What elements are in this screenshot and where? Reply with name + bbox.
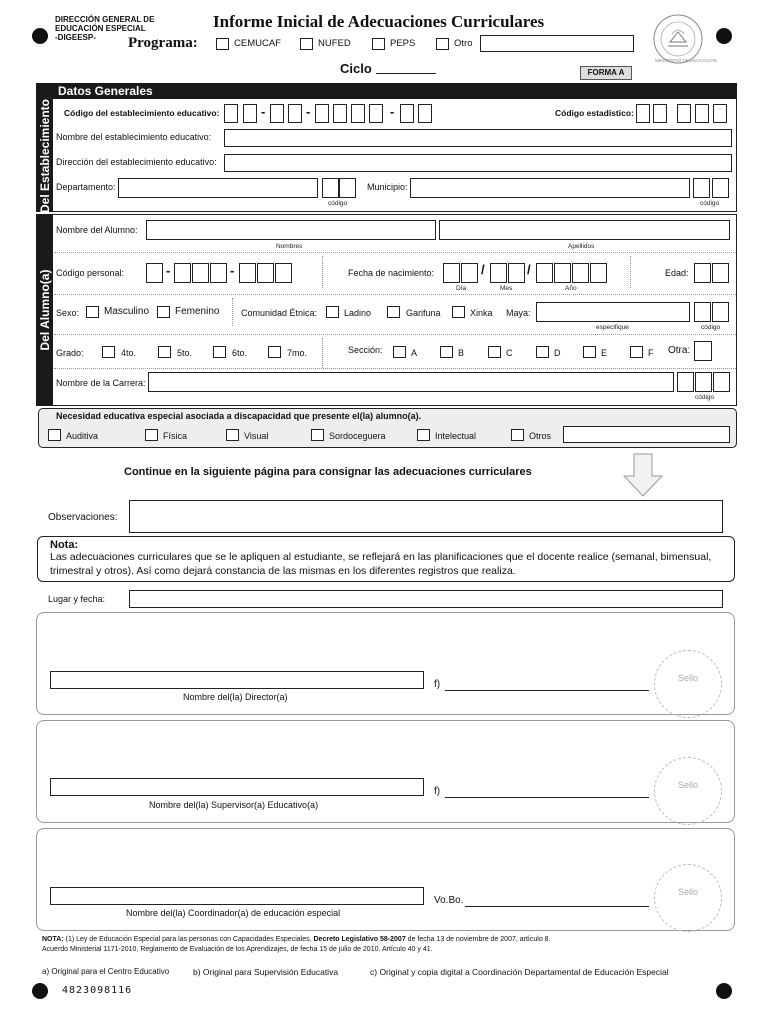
org-name: DIRECCIÓN GENERAL DE EDUCACIÓN ESPECIAL -DIGEESP-: [55, 15, 155, 42]
director-seal-area: Sello: [654, 650, 722, 718]
seccion-e-label: E: [601, 348, 608, 358]
seccion-a-label: A: [411, 348, 418, 358]
departamento-input[interactable]: [118, 178, 318, 198]
programa-otro-checkbox[interactable]: [436, 38, 449, 50]
row-divider: [54, 252, 736, 253]
otra-seccion-cell[interactable]: [694, 341, 712, 361]
seccion-label: Sección:: [348, 345, 383, 355]
page-title: Informe Inicial de Adecuaciones Curriculares: [213, 12, 545, 31]
carrera-input[interactable]: [148, 372, 674, 392]
ladino-label: Ladino: [344, 308, 372, 318]
maya-codigo-cell-1[interactable]: [694, 302, 711, 322]
necesidad-heading: Necesidad educativa especial asociada a discapacidad que presente el(la) alumno(a).: [56, 411, 422, 421]
carrera-codigo-cell-2[interactable]: [695, 372, 712, 392]
municipio-label: Municipio:: [367, 182, 408, 192]
maya-codigo-cell-2[interactable]: [712, 302, 729, 322]
seccion-f-label: F: [648, 348, 654, 358]
visual-checkbox[interactable]: [226, 429, 239, 441]
programa-peps-label: PEPS: [390, 38, 416, 49]
otros-input[interactable]: [563, 426, 730, 443]
establecimiento-tab: Del Establecimiento: [37, 98, 52, 213]
grado-label: Grado:: [56, 348, 84, 358]
visual-label: Visual: [244, 431, 269, 441]
fisica-label: Física: [163, 431, 188, 441]
nota-title: Nota:: [50, 539, 79, 551]
xinka-checkbox[interactable]: [452, 306, 465, 318]
copy-b: b) Original para Supervisión Educativa: [193, 967, 339, 977]
supervisor-signature-line[interactable]: [445, 797, 649, 798]
dia-caption: Día: [456, 285, 467, 292]
sordoceguera-label: Sordoceguera: [329, 431, 386, 441]
nombres-input[interactable]: [146, 220, 436, 240]
garifuna-checkbox[interactable]: [387, 306, 400, 318]
codigo-establecimiento-label: Código del establecimiento educativo:: [64, 108, 220, 118]
programa-otro-label: Otro: [454, 38, 473, 49]
continue-instruction: Continue en la siguiente página para consignar las adecuaciones curriculares: [124, 466, 532, 478]
programa-cemucaf-checkbox[interactable]: [216, 38, 229, 50]
carrera-codigo-cell-3[interactable]: [713, 372, 730, 392]
row-divider: [54, 334, 736, 335]
auditiva-checkbox[interactable]: [48, 429, 61, 441]
codigo-personal-label: Código personal:: [56, 268, 125, 278]
coordinador-name-input[interactable]: [50, 887, 424, 905]
forma-badge: FORMA A: [580, 66, 632, 80]
nota-text: Las adecuaciones curriculares que se le apliquen al estudiante, se reflejará en las planificaciones que el docente realice (semanal, bimensual, trimestral y otros). Así como dejará constancia de las mismas en los diferentes registros que realiza.: [50, 551, 712, 577]
otros-checkbox[interactable]: [511, 429, 524, 441]
sexo-label: Sexo:: [56, 308, 80, 318]
grado-6to-checkbox[interactable]: [213, 346, 226, 358]
maya-especifique-input[interactable]: [536, 302, 690, 322]
departamento-codigo-cell-1[interactable]: [322, 178, 339, 198]
intelectual-label: Intelectual: [435, 431, 477, 441]
edad-label: Edad:: [665, 268, 689, 278]
serial-number: 4823098116: [62, 985, 133, 996]
masculino-checkbox[interactable]: [86, 306, 99, 318]
sordoceguera-checkbox[interactable]: [311, 429, 324, 441]
especifique-caption: especifique: [596, 324, 629, 331]
coordinador-seal-area: Sello: [654, 864, 722, 932]
auditiva-label: Auditiva: [66, 431, 99, 441]
column-divider: [630, 256, 631, 288]
grado-5to-checkbox[interactable]: [158, 346, 171, 358]
registration-mark-top-right: [716, 28, 732, 44]
apellidos-input[interactable]: [439, 220, 730, 240]
fisica-checkbox[interactable]: [145, 429, 158, 441]
grado-5to-label: 5to.: [177, 348, 193, 358]
coordinador-signature-line[interactable]: [465, 906, 649, 907]
column-divider: [322, 338, 323, 368]
seccion-b-checkbox[interactable]: [440, 346, 453, 358]
seccion-c-checkbox[interactable]: [488, 346, 501, 358]
programa-label: Programa:: [128, 35, 198, 51]
direccion-establecimiento-input[interactable]: [224, 154, 732, 172]
supervisor-sign-label: f): [434, 786, 441, 797]
maya-label: Maya:: [506, 308, 531, 318]
edad-cell-2[interactable]: [712, 263, 729, 283]
ciclo-input[interactable]: [376, 73, 436, 74]
nombre-establecimiento-label: Nombre del establecimiento educativo:: [56, 132, 212, 142]
row-divider: [54, 294, 736, 295]
registration-mark-bottom-left: [32, 983, 48, 999]
supervisor-name-caption: Nombre del(la) Supervisor(a) Educativo(a): [149, 800, 319, 810]
carrera-codigo-caption: código: [695, 394, 715, 401]
column-divider: [232, 298, 233, 326]
anio-caption: Año: [565, 285, 577, 292]
xinka-label: Xinka: [470, 308, 493, 318]
apellidos-caption: Apellidos: [568, 243, 595, 250]
carrera-label: Nombre de la Carrera:: [56, 378, 146, 388]
fecha-nacimiento-label: Fecha de nacimiento:: [348, 268, 435, 278]
grado-4to-label: 4to.: [121, 348, 137, 358]
municipio-codigo-caption: código: [700, 200, 720, 207]
nombres-caption: Nombres: [276, 243, 303, 250]
direccion-establecimiento-label: Dirección del establecimiento educativo:: [56, 157, 217, 167]
seccion-a-checkbox[interactable]: [393, 346, 406, 358]
nombre-establecimiento-input[interactable]: [224, 129, 732, 147]
observaciones-label: Observaciones:: [48, 512, 118, 523]
coordinador-name-caption: Nombre del(la) Coordinador(a) de educación especial: [126, 908, 341, 918]
footer-legal-line1: NOTA: (1) Ley de Educación Especial para las personas con Capacidades Especiales, Decreto Legislativo 58-2007 de fecha 13 de noviembre de 2007, artículo 8.: [42, 936, 551, 943]
datos-generales-heading: Datos Generales: [58, 84, 153, 98]
grado-7mo-label: 7mo.: [287, 348, 308, 358]
grado-4to-checkbox[interactable]: [102, 346, 115, 358]
edad-cell-1[interactable]: [694, 263, 711, 283]
masculino-label: Masculino: [104, 306, 150, 317]
municipio-codigo-cell-1[interactable]: [693, 178, 710, 198]
nombre-alumno-label: Nombre del Alumno:: [56, 225, 138, 235]
alumno-tab: Del Alumno(a): [36, 214, 53, 406]
seccion-f-checkbox[interactable]: [630, 346, 643, 358]
row-divider: [54, 368, 736, 369]
municipio-input[interactable]: [410, 178, 690, 198]
supervisor-name-input[interactable]: [50, 778, 424, 796]
seccion-b-label: B: [458, 348, 465, 358]
departamento-codigo-cell-2[interactable]: [339, 178, 356, 198]
departamento-label: Departamento:: [56, 182, 116, 192]
comunidad-etnica-label: Comunidad Étnica:: [241, 308, 318, 318]
observaciones-input[interactable]: [129, 500, 723, 533]
grado-7mo-checkbox[interactable]: [268, 346, 281, 358]
arrow-down-icon: [622, 452, 664, 500]
femenino-checkbox[interactable]: [157, 306, 170, 318]
otra-label: Otra:: [668, 345, 691, 356]
copy-c: c) Original y copia digital a Coordinación Departamental de Educación Especial: [370, 967, 669, 977]
signature-panel-supervisor: [36, 720, 735, 823]
director-name-input[interactable]: [50, 671, 424, 689]
footer-legal-line2: Acuerdo Ministerial 1171-2010, Reglamento de Evaluación de los Aprendizajes, de fecha 15 de julio de 2010. Artículo 40 y 41.: [42, 946, 433, 953]
director-sign-label: f): [434, 679, 441, 690]
seccion-d-label: D: [554, 348, 561, 358]
programa-cemucaf-label: CEMUCAF: [234, 38, 281, 49]
coordinador-vobo-label: Vo.Bo.: [434, 895, 464, 906]
lugar-fecha-input[interactable]: [129, 590, 723, 608]
seccion-e-checkbox[interactable]: [583, 346, 596, 358]
municipio-codigo-cell-2[interactable]: [712, 178, 729, 198]
departamento-codigo-caption: código: [328, 200, 348, 207]
director-name-caption: Nombre del(la) Director(a): [183, 692, 288, 702]
otros-label: Otros: [529, 431, 552, 441]
programa-peps-checkbox[interactable]: [372, 38, 385, 50]
ladino-checkbox[interactable]: [326, 306, 339, 318]
programa-nufed-checkbox[interactable]: [300, 38, 313, 50]
registration-mark-bottom-right: [716, 983, 732, 999]
grado-6to-label: 6to.: [232, 348, 248, 358]
programa-nufed-label: NUFED: [318, 38, 351, 49]
seccion-c-label: C: [506, 348, 513, 358]
registration-mark-top-left: [32, 28, 48, 44]
maya-codigo-caption: código: [701, 324, 721, 331]
seccion-d-checkbox[interactable]: [536, 346, 549, 358]
lugar-fecha-label: Lugar y fecha:: [48, 594, 106, 604]
femenino-label: Femenino: [175, 306, 220, 317]
programa-otro-input[interactable]: [480, 35, 634, 52]
codigo-estadistico-label: Código estadístico:: [555, 108, 634, 118]
column-divider: [322, 256, 323, 288]
supervisor-seal-area: Sello: [654, 757, 722, 825]
seal-ministry: MINISTERIO DE EDUCACIÓN: [655, 58, 718, 63]
copy-a: a) Original para el Centro Educativo: [42, 967, 170, 976]
carrera-codigo-cell-1[interactable]: [677, 372, 694, 392]
mes-caption: Mes: [500, 285, 513, 292]
director-signature-line[interactable]: [445, 690, 649, 691]
garifuna-label: Garifuna: [406, 308, 441, 318]
intelectual-checkbox[interactable]: [417, 429, 430, 441]
ciclo-label: Ciclo: [340, 61, 372, 76]
signature-panel-director: [36, 612, 735, 715]
